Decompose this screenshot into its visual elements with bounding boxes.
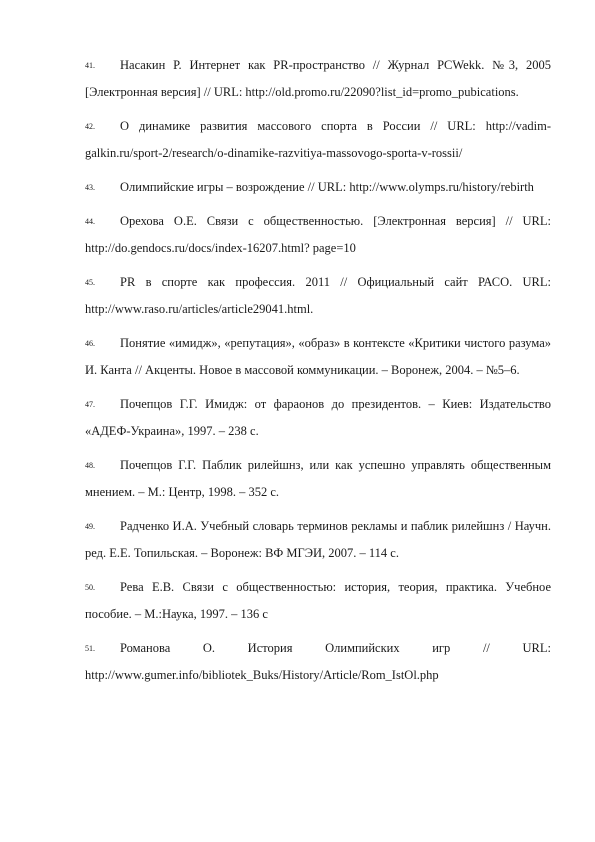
list-item xyxy=(85,52,551,106)
list-item xyxy=(85,452,551,506)
reference-number: 46. xyxy=(85,339,95,348)
reference-number: 48. xyxy=(85,461,95,470)
reference-number: 51. xyxy=(85,644,95,653)
reference-text: О динамике развития массового спорта в России // URL: http://vadim-galkin.ru/sport-2/research/o-dinamike-razvitiya-massovogo-sporta-v-rossii/ xyxy=(85,119,551,160)
list-item xyxy=(85,391,551,445)
list-item xyxy=(85,269,551,323)
list-item xyxy=(85,574,551,628)
reference-number: 41. xyxy=(85,61,95,70)
reference-text: Орехова О.Е. Связи с общественностью. [Электронная версия] // URL: http://do.gendocs.ru/docs/index-16207.html? page=10 xyxy=(85,214,551,255)
reference-text: Рева Е.В. Связи с общественностью: история, теория, практика. Учебное пособие. – М.:Наука, 1997. – 136 с xyxy=(85,580,551,621)
list-item xyxy=(85,513,551,567)
reference-text: Радченко И.А. Учебный словарь терминов рекламы и паблик рилейшнз / Научн. ред. Е.Е. Топильская. – Воронеж: ВФ МГЭИ, 2007. – 114 с. xyxy=(85,519,551,560)
list-item xyxy=(85,635,551,689)
reference-number: 42. xyxy=(85,122,95,131)
list-item xyxy=(85,208,551,262)
reference-list xyxy=(85,52,551,696)
reference-number: 45. xyxy=(85,278,95,287)
reference-text: Почепцов Г.Г. Имидж: от фараонов до президентов. – Киев: Издательство «АДЕФ-Украина», 1997. – 238 с. xyxy=(85,397,551,438)
reference-text: Понятие «имидж», «репутация», «образ» в контексте «Критики чистого разума» И. Канта // Акценты. Новое в массовой коммуникации. – Воронеж, 2004. – №5–6. xyxy=(85,336,551,377)
reference-number: 47. xyxy=(85,400,95,409)
reference-text: PR в спорте как профессия. 2011 // Официальный сайт РАСО. URL: http://www.raso.ru/articles/article29041.html. xyxy=(85,275,551,316)
reference-number: 43. xyxy=(85,183,95,192)
reference-number: 50. xyxy=(85,583,95,592)
reference-text: Олимпийские игры – возрождение // URL: http://www.olymps.ru/history/rebirth xyxy=(120,180,534,194)
reference-text: Романова О. История Олимпийских игр // URL: http://www.gumer.info/bibliotek_Buks/History/Article/Rom_IstOl.php xyxy=(85,641,551,682)
reference-number: 44. xyxy=(85,217,95,226)
reference-text: Насакин Р. Интернет как PR-пространство // Журнал PCWekk. №3, 2005 [Электронная версия] // URL: http://old.promo.ru/22090?list_id=promo_pubications. xyxy=(85,58,551,99)
list-item xyxy=(85,113,551,167)
list-item xyxy=(85,330,551,384)
reference-text: Почепцов Г.Г. Паблик рилейшнз, или как успешно управлять общественным мнением. – М.: Центр, 1998. – 352 с. xyxy=(85,458,551,499)
reference-number: 49. xyxy=(85,522,95,531)
list-item xyxy=(85,174,551,201)
